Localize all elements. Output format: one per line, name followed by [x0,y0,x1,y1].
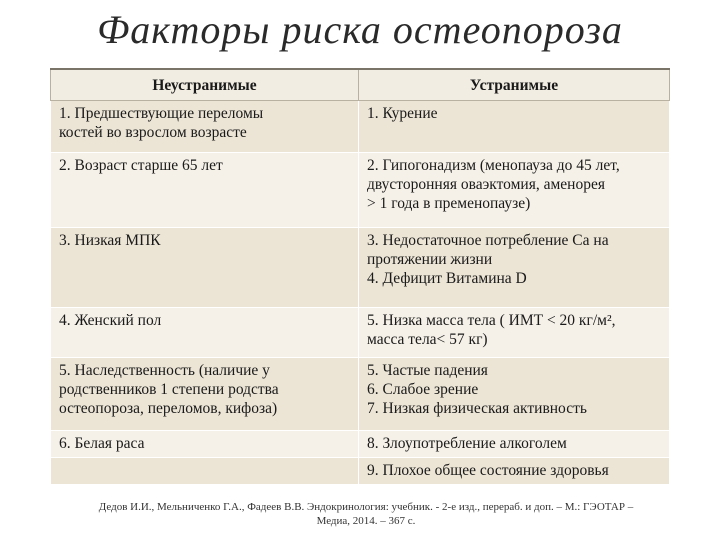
modifiable-cell [359,308,670,358]
modifiable-cell [359,431,670,458]
table-row [51,308,670,358]
cell-line: масса тела< 57 кг) [367,331,488,348]
risk-factors-table [50,68,670,485]
header-modifiable: Устранимые [359,69,670,101]
cell-line: протяжении жизни [367,251,493,268]
modifiable-cell [359,228,670,308]
cell-line: остеопороза, переломов, кифоза) [59,400,278,417]
cell-line: 1. Курение [367,105,438,122]
cell-line: 7. Низкая физическая активность [367,400,587,417]
cell-line: двусторонняя оваэктомия, аменорея [367,176,605,193]
table-row [51,101,670,153]
table-row [51,153,670,228]
non-modifiable-cell [51,308,359,358]
cell-line: 5. Низка масса тела ( ИМТ < 20 кг/м², [367,312,616,329]
modifiable-cell [359,153,670,228]
cell-line: 8. Злоупотребление алкоголем [367,435,567,452]
table-row [51,228,670,308]
header-non-modifiable: Неустранимые [51,69,359,101]
modifiable-cell [359,358,670,431]
slide-title: Факторы риска остеопороза [97,7,623,52]
table-row [51,458,670,485]
cell-line: костей во взрослом возрасте [59,124,247,141]
cell-line: 4. Женский пол [59,312,162,329]
non-modifiable-cell [51,228,359,308]
non-modifiable-cell [51,458,359,485]
non-modifiable-cell [51,153,359,228]
cell-line: 4. Дефицит Витамина D [367,270,527,287]
cell-line: 3. Недостаточное потребление Са на [367,232,609,249]
cell-line: 1. Предшествующие переломы [59,105,264,122]
cell-line: 5. Наследственность (наличие у [59,362,270,379]
cell-line: 6. Слабое зрение [367,381,479,398]
cell-line: > 1 года в пременопаузе) [367,195,531,212]
table-header-row [51,69,670,101]
cell-line: 3. Низкая МПК [59,232,161,249]
citation-line: Дедов И.И., Мельниченко Г.А., Фадеев В.В. Эндокринология: учебник. - 2-е изд., перераб. и доп. – М.: ГЭОТАР – [98,501,634,513]
non-modifiable-cell [51,431,359,458]
non-modifiable-cell [51,358,359,431]
cell-line: 9. Плохое общее состояние здоровья [367,462,609,479]
cell-line: 6. Белая раса [59,435,145,452]
cell-line: 2. Гипогонадизм (менопауза до 45 лет, [367,157,620,174]
cell-line: 5. Частые падения [367,362,488,379]
modifiable-cell [359,458,670,485]
table-row [51,358,670,431]
source-citation [60,500,672,528]
citation-line: Медиа, 2014. – 367 с. [316,515,416,527]
cell-line: 2. Возраст старше 65 лет [59,157,223,174]
table-row [51,431,670,458]
modifiable-cell [359,101,670,153]
non-modifiable-cell [51,101,359,153]
cell-line: родственников 1 степени родства [59,381,279,398]
